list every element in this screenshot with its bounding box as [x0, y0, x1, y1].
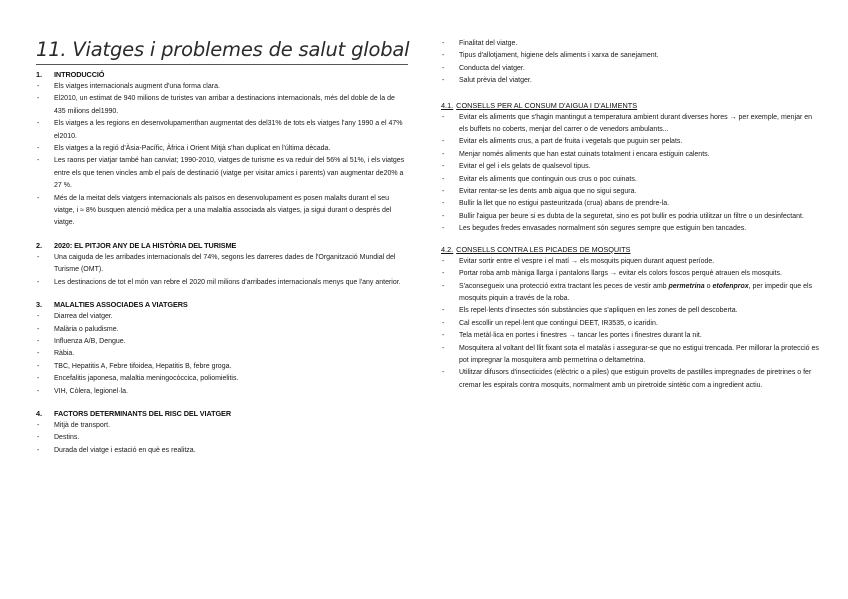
list-item	[441, 281, 821, 306]
list-item: - Els repel·lents d'insectes són substàncies que s'apliquen en les zones de pell descoberta.	[441, 305, 821, 317]
list-item: - Encefalitis japonesa, malaltia meningocòccica, poliomielitis.	[36, 373, 408, 385]
list-item: - Bullir la llet que no estigui pasteuritzada (crua) abans de prendre-la.	[441, 198, 821, 210]
bullet-list	[36, 311, 408, 398]
list-item: - Malària o paludisme.	[36, 324, 408, 336]
subsection-heading	[441, 244, 821, 256]
section-title: FACTORS DETERMINANTS DEL RISC DEL VIATGER	[54, 408, 231, 418]
bullet-list	[36, 420, 408, 457]
list-item: - Tipus d'allotjament, higiene dels aliments i xarxa de sanejament.	[441, 50, 821, 62]
keyword-etofenprox: etofenprox	[712, 282, 749, 290]
bullet-list	[441, 256, 821, 392]
list-item: - Evitar els aliments crus, a part de fruita i vegetals que puguin ser pelats.	[441, 136, 821, 148]
list-item: - Mitjà de transport.	[36, 420, 408, 432]
subsection-title: CONSELLS PER AL CONSUM D'AIGUA I D'ALIMENTS	[456, 100, 638, 110]
keyword-permetrina: permetrina	[668, 282, 705, 290]
left-column	[36, 69, 408, 467]
list-item: - Una caiguda de les arribades internacionals del 74%, segons les darreres dades de l'Organització Mundial del Turisme (OMT).	[36, 252, 408, 277]
list-item: - Els viatges a les regions en desenvolupamenthan augmentat des del31% de tots els viatges l'any 1990 a el 47% el2010.	[36, 118, 408, 143]
list-item: - Evitar rentar-se les dents amb aigua que no sigui segura.	[441, 186, 821, 198]
list-item: - Diarrea del viatger.	[36, 311, 408, 323]
bullet-list	[441, 38, 821, 88]
section-number: 1.	[36, 70, 42, 79]
section-heading	[36, 299, 408, 311]
section-number: 4.	[36, 408, 42, 418]
list-item: - Evitar el gel i els gelats de qualsevol tipus.	[441, 161, 821, 173]
section-title: MALALTIES ASSOCIADES A VIATGERS	[54, 300, 188, 310]
list-item: - TBC, Hepatitis A, Febre tifoidea, Hepatitis B, febre groga.	[36, 361, 408, 373]
list-item: - Les begudes fredes envasades normalment són segures sempre que estiguin ben tancades.	[441, 223, 821, 235]
item-text: S'aconsegueix una protecció extra tractant les peces de vestir amb	[459, 282, 669, 290]
list-item: - Cal escollir un repel·lent que contingui DEET, IR3535, o icaridin.	[441, 318, 821, 330]
section-heading	[36, 408, 408, 420]
bullet-list	[36, 81, 408, 230]
section-heading	[36, 69, 408, 81]
subsection-number: 4.2.	[441, 244, 454, 254]
list-item: - Evitar sortir entre el vespre i el matí → els mosquits piquen durant aquest període.	[441, 256, 821, 268]
list-item: - Els viatges internacionals augment d'una forma clara.	[36, 81, 408, 93]
list-item: - Les raons per viatjar també han canviat; 1990-2010, viatges de turisme es va reduir del 56% al 51%, i els viatges entre els que tenen vincles amb el país de destinació (viatge per visitar amics i parents) van augmentar de20% a 27 %.	[36, 155, 408, 192]
subsection-heading	[441, 100, 821, 112]
list-item: - Portar roba amb màniga llarga i pantalons llargs → evitar els colors foscos perquè atrauen els mosquits.	[441, 268, 821, 280]
section-number: 2.	[36, 240, 42, 250]
list-item: - Mosquitera al voltant del llit fixant sota el matalàs i assegurar-se que no estigui trencada. Per millorar la protecció es pot impregnar la mosquitera amb permetrina o deltametrina.	[441, 343, 821, 368]
list-item: - VIH, Còlera, legionel·la.	[36, 386, 408, 398]
list-item: - Evitar els aliments que s'hagin mantingut a temperatura ambient durant diverses hores → per exemple, menjar en els buffets no coberts, menjar del carrer o de venedors ambulants...	[441, 112, 821, 137]
item-text: o	[704, 282, 713, 290]
page-title: 11. Viatges i problemes de salut global	[36, 38, 408, 65]
subsection-title: CONSELLS CONTRA LES PICADES DE MOSQUITS	[456, 244, 631, 254]
list-item: - Conducta del viatger.	[441, 63, 821, 75]
right-column	[441, 38, 821, 400]
list-item: - Durada del viatge i estació en què es realitza.	[36, 445, 408, 457]
list-item: - Destins.	[36, 432, 408, 444]
list-item: - Utilitzar difusors d'insecticides (elèctric o a piles) que estiguin proveïts de pastilles impregnades de piretrines o fer cremar les espirals contra mosquits, normalment amb un piretroide sintètic com a ingredient actiu.	[441, 367, 821, 392]
list-item: - Els viatges a la regió d'Àsia-Pacífic, Àfrica i Orient Mitjà s'han duplicat en l'última dècada.	[36, 143, 408, 155]
bullet-list	[36, 252, 408, 289]
list-item: - Influenza A/B, Dengue.	[36, 336, 408, 348]
list-item: - Ràbia.	[36, 348, 408, 360]
list-item: - El2010, un estimat de 940 milions de turistes van arribar a destinacions internacionals, més del doble de la de 435 milions del1990.	[36, 93, 408, 118]
list-item: - Tela metàl·lica en portes i finestres → tancar les portes i finestres durant la nit.	[441, 330, 821, 342]
section-title: INTRODUCCIÓ	[54, 70, 105, 79]
item-text: , per impedir que els mosquits piquin a través de la roba.	[459, 282, 813, 302]
list-item: - Evitar els aliments que continguin ous crus o poc cuinats.	[441, 174, 821, 186]
subsection-number: 4.1.	[441, 100, 454, 110]
list-item: - Les destinacions de tot el món van rebre el 2020 mil milions d'arribades internacionals menys que l'any anterior.	[36, 277, 408, 289]
list-item: - Bullir l'aigua per beure si es dubta de la seguretat, sino es pot bullir es podria utilitzar un filtre o un desinfectant.	[441, 211, 821, 223]
list-item: - Salut prèvia del viatger.	[441, 75, 821, 87]
section-title: 2020: EL PITJOR ANY DE LA HISTÒRIA DEL TURISME	[54, 240, 237, 250]
list-item: - Més de la meitat dels viatgers internacionals als països en desenvolupament es posen malalts durant el seu viatge, i ≈ 8% busquen atenció mèdica per a una malaltia associada als viatges, ja sigui durant o després del viatge.	[36, 193, 408, 230]
section-number: 3.	[36, 300, 42, 310]
list-item: - Finalitat del viatge.	[441, 38, 821, 50]
list-item: - Menjar només aliments que han estat cuinats totalment i encara estiguin calents.	[441, 149, 821, 161]
bullet-list	[441, 112, 821, 236]
section-heading	[36, 240, 408, 252]
